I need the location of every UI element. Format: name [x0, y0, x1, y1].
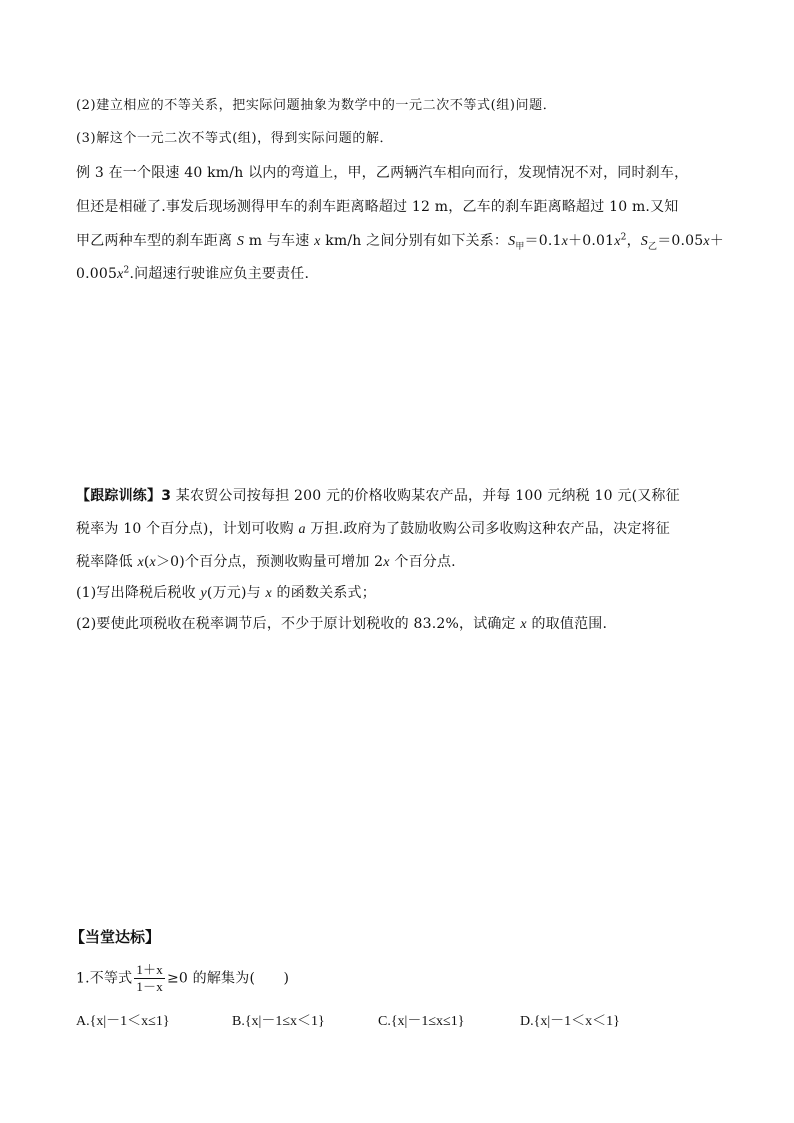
- option-a: A.{x|－1＜x≤1}: [76, 1014, 170, 1029]
- step-2-text: (2)建立相应的不等关系，把实际问题抽象为数学中的一元二次不等式(组)问题．: [76, 98, 557, 113]
- option-d: D.{x|－1＜x＜1}: [520, 1014, 620, 1029]
- practice-3-line-3: 税率降低 x(x＞0)个百分点，预测收购量可增加 2x 个百分点.: [76, 554, 456, 570]
- practice-3-label: 【跟踪训练】3: [76, 488, 172, 504]
- inequality-fraction: $\frac{1+x}{1-x}$: [136, 962, 163, 994]
- example-3-line-3: 甲乙两种车型的刹车距离 S m 与车速 x km/h 之间分别有如下关系：$S_甲=0.1x+0.01x^2$，$S_乙=0.05x+$: [76, 232, 724, 252]
- section-title: 【当堂达标】: [70, 928, 161, 946]
- question-1-stem: 1.不等式 $\frac{1+x}{1-x}$ ≥0 的解集为( ): [76, 962, 290, 994]
- practice-3-question-1: (1)写出降税后税收 y(万元)与 x 的函数关系式；: [76, 585, 376, 601]
- practice-3-line-1: 【跟踪训练】3 某农贸公司按每担 200 元的价格收购某农产品，并每 100 元纳税 10 元(又称征: [76, 488, 680, 504]
- practice-3-question-2: (2)要使此项税收在税率调节后，不少于原计划税收的 83.2%，试确定 x 的取值范围.: [76, 616, 608, 632]
- example-3-line-4: $0.005x^2$.问超速行驶谁应负主要责任.: [76, 265, 310, 282]
- example-3-line-1: 例 3 在一个限速 40 km/h 以内的弯道上，甲，乙两辆汽车相向而行，发现情况不对，同时刹车，: [76, 165, 689, 181]
- option-c: C.{x|－1≤x≤1}: [378, 1014, 465, 1029]
- option-b: B.{x|－1≤x＜1}: [232, 1014, 325, 1029]
- step-3-text: (3)解这个一元二次不等式(组)，得到实际问题的解．: [76, 131, 394, 146]
- example-3-line-2: 但还是相碰了.事发后现场测得甲车的刹车距离略超过 12 m，乙车的刹车距离略超过 10 m.又知: [76, 199, 679, 215]
- practice-3-line-2: 税率为 10 个百分点)，计划可收购 a 万担.政府为了鼓励收购公司多收购这种农产品，决定将征: [76, 521, 670, 537]
